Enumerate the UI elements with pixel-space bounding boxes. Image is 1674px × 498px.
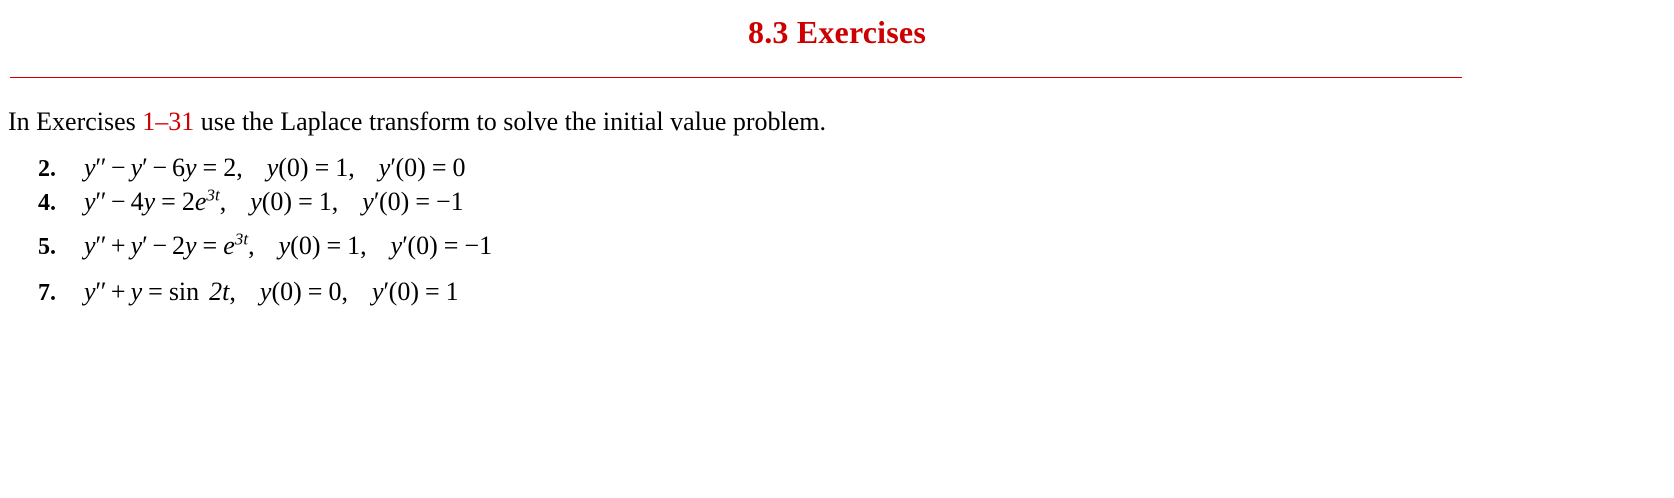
sine-function: sin (168, 277, 200, 307)
double-prime: ′′ (95, 153, 106, 183)
page-title: 8.3 Exercises (748, 14, 926, 50)
exercise-number: 5. (38, 234, 56, 261)
instructions (8, 106, 1674, 137)
prime: ′ (142, 153, 148, 183)
exercise-equation: y′′ − y′ − 6y = 2, y(0) = 1, y′(0) = 0 (84, 153, 466, 183)
exercise-equation: $y'' - 4y = 2e^{3t}$, y(0) = 1, y′(0) = −1 (84, 185, 464, 217)
instructions-suffix: use the Laplace transform to solve the initial value problem. (194, 107, 827, 136)
exercise-equation: y′′ + y = sin 2t, y(0) = 0, y′(0) = 1 (84, 277, 459, 307)
double-prime: ′′ (95, 277, 106, 307)
double-prime: ′′ (95, 187, 106, 217)
exercise-number: 7. (38, 280, 56, 307)
exercise-page (0, 14, 1674, 498)
double-prime: ′′ (95, 231, 106, 261)
exercise-range-link[interactable]: 1–31 (142, 107, 195, 136)
list-item (38, 151, 1674, 185)
list-item (38, 229, 1674, 263)
list-item (38, 185, 1674, 219)
exercise-number: 2. (38, 156, 56, 183)
exercise-equation: $y'' + y' - 2y = e^{3t}$, y(0) = 1, y′(0) = −1 (84, 229, 493, 261)
prime: ′ (142, 231, 148, 261)
exercise-list (0, 151, 1674, 309)
list-item (38, 275, 1674, 309)
exponent: 3t (206, 185, 220, 205)
exponent: 3t (234, 229, 249, 249)
exercise-number: 4. (38, 190, 56, 217)
instructions-prefix: In Exercises (8, 107, 143, 136)
header-divider (10, 77, 1462, 78)
